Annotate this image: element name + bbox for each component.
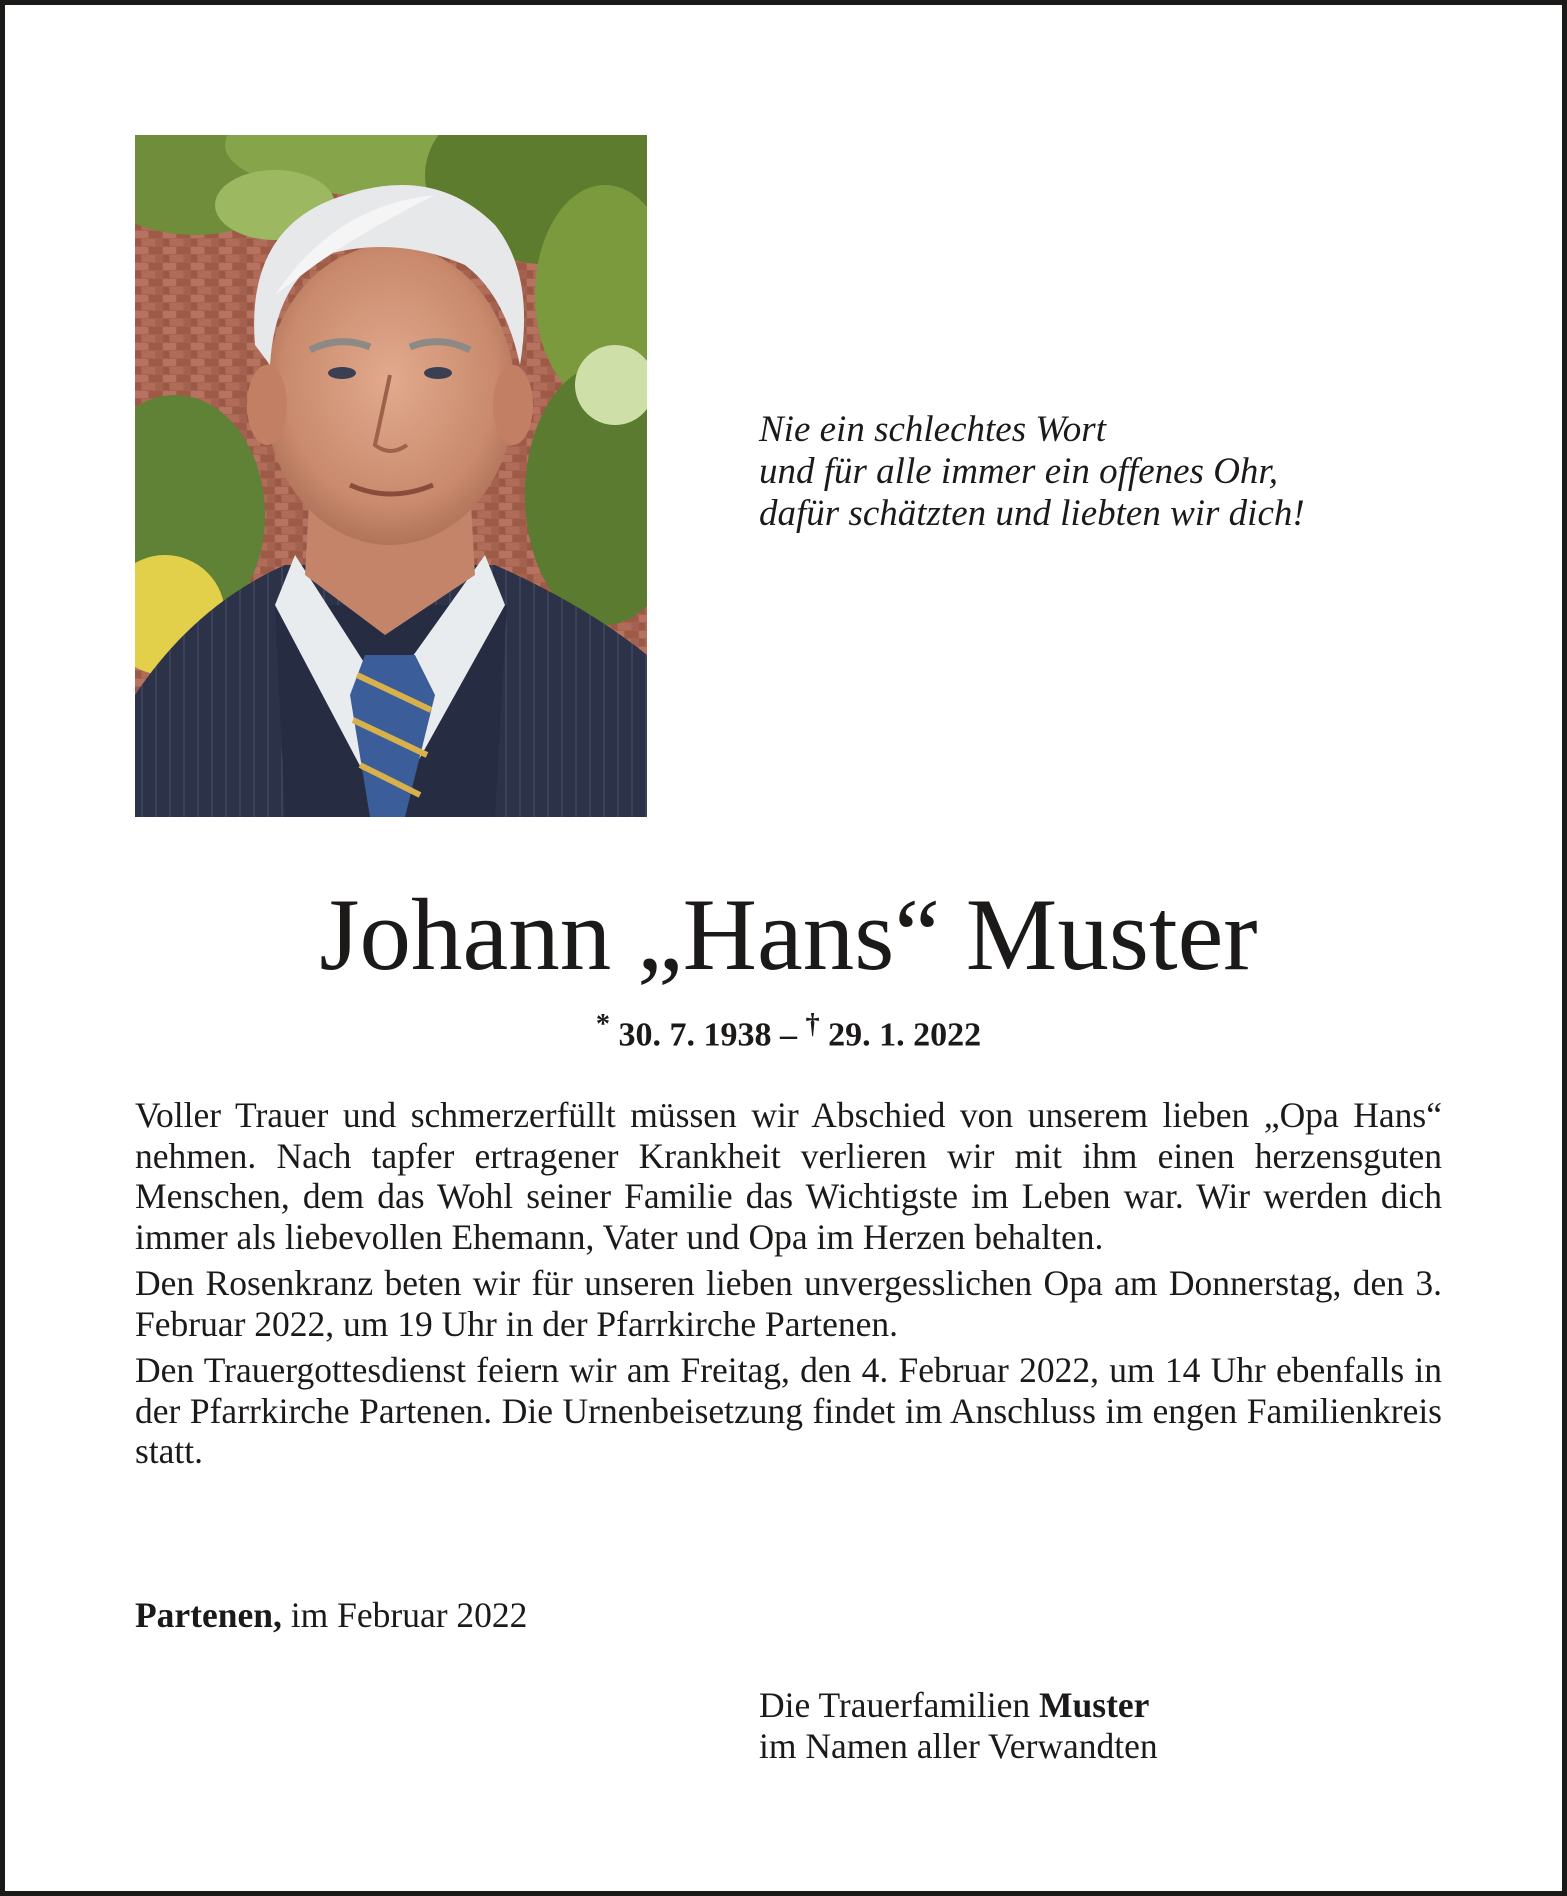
signature-line-2: im Namen aller Verwandten [759, 1726, 1158, 1766]
signature-prefix: Die Trauerfamilien [759, 1685, 1031, 1725]
date-separator: – [780, 1016, 797, 1054]
family-name: Muster [1039, 1685, 1150, 1725]
place-name: Partenen, [135, 1595, 282, 1635]
portrait-photo [135, 135, 647, 817]
family-signature [759, 1685, 1158, 1767]
paragraph-farewell: Voller Trauer und schmerzerfüllt müssen wir Abschied von unserem lieben „Opa Hans“ nehmen. Nach tapfer ertragener Krankheit verlieren wir mit ihm einen herzensguten Menschen, dem das Wohl seiner Familie das Wichtigste im Leben war. Wir werden dich immer als liebevollen Ehemann, Vater und Opa im Herzen behalten. [135, 1095, 1442, 1257]
memorial-quote [759, 409, 1459, 535]
deceased-name: Johann „Hans“ Muster [319, 878, 1258, 992]
death-symbol: † [805, 1009, 820, 1040]
paragraph-funeral-service: Den Trauergottesdienst feiern wir am Freitag, den 4. Februar 2022, um 14 Uhr ebenfalls in der Pfarrkirche Partenen. Die Urnenbeisetzung findet im Anschluss im engen Familienkreis statt. [135, 1350, 1442, 1471]
birth-date: 30. 7. 1938 [618, 1016, 772, 1054]
quote-line-2: und für alle immer ein offenes Ohr, [759, 451, 1278, 492]
place-and-date [135, 1595, 527, 1635]
obituary-text [135, 1095, 1442, 1478]
issue-date: im Februar 2022 [290, 1595, 528, 1635]
quote-line-1: Nie ein schlechtes Wort [759, 409, 1106, 450]
birth-symbol: * [595, 1009, 610, 1040]
quote-line-3: dafür schätzten und liebten wir dich! [759, 493, 1305, 534]
life-dates [5, 1005, 1567, 1055]
death-date: 29. 1. 2022 [828, 1016, 982, 1054]
signature-line-1 [759, 1685, 1158, 1726]
paragraph-rosary: Den Rosenkranz beten wir für unseren lieben unvergesslichen Opa am Donnerstag, den 3. Februar 2022, um 19 Uhr in der Pfarrkirche Partenen. [135, 1263, 1442, 1344]
